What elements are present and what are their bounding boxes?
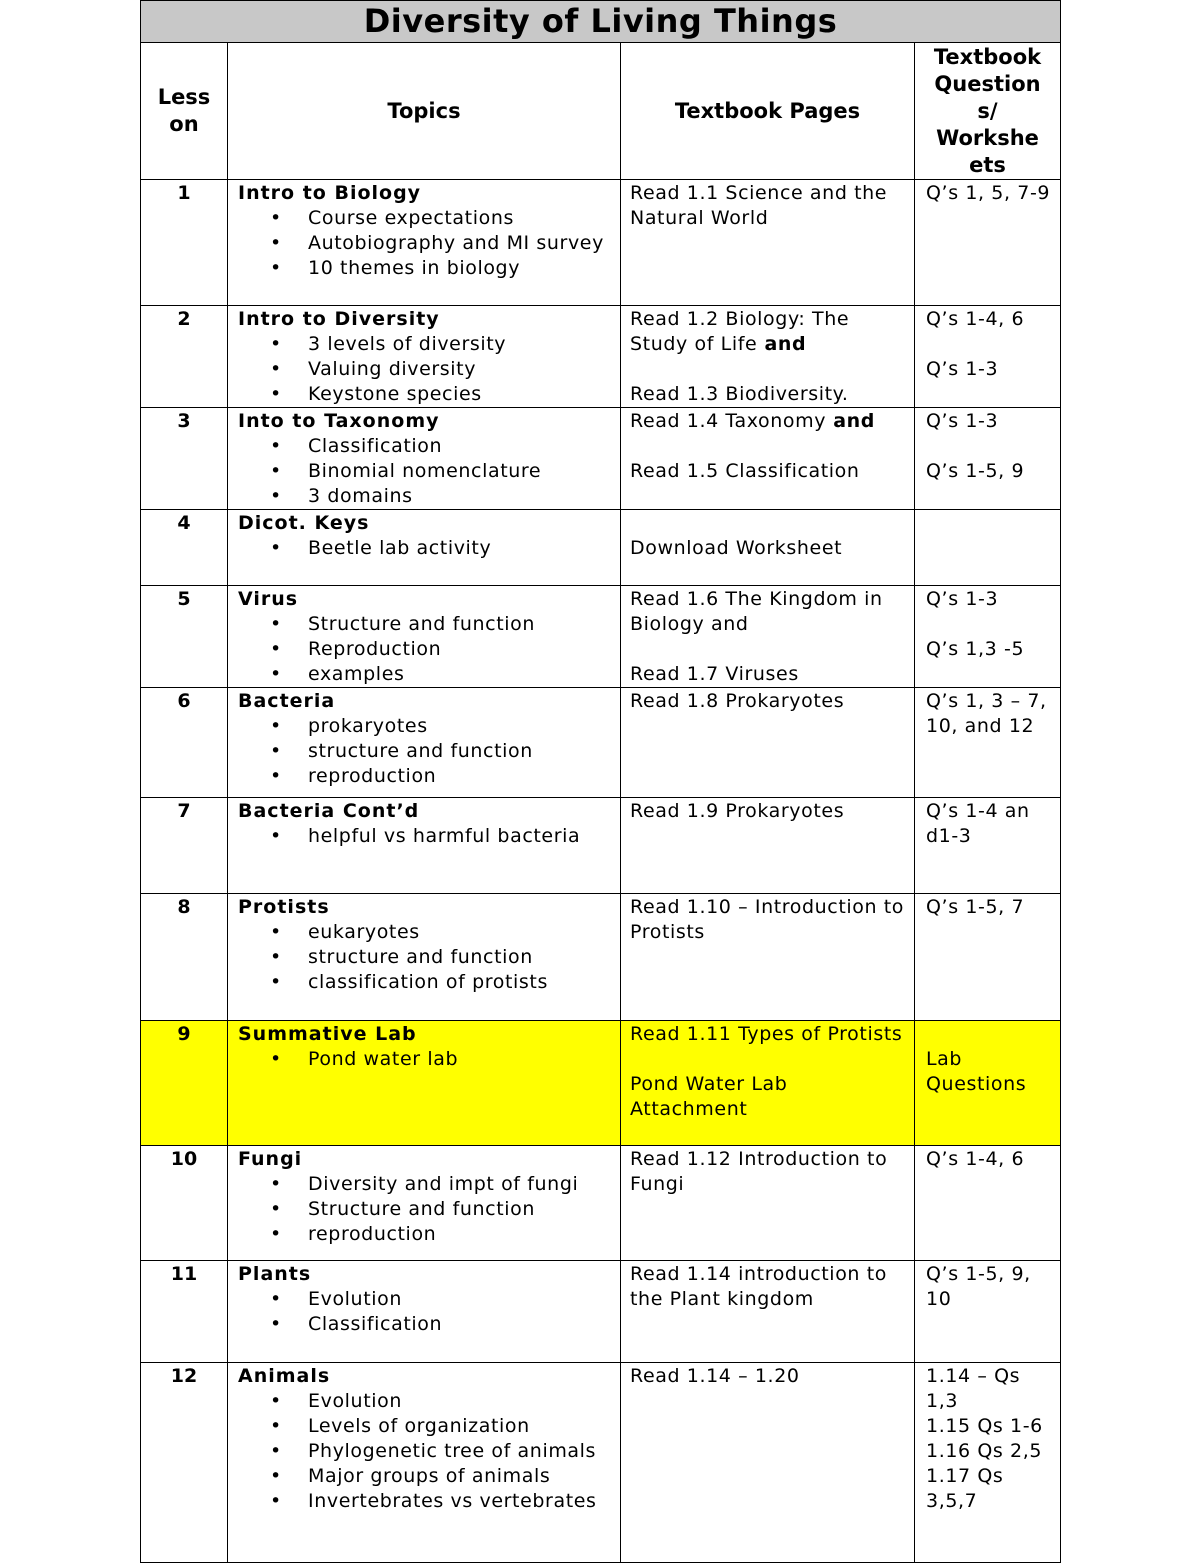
pages-cell <box>621 798 915 894</box>
bullet-item: • reproduction <box>238 1222 620 1247</box>
bullet-item: • Major groups of animals <box>238 1464 620 1489</box>
topic-bullets <box>238 1172 620 1247</box>
lesson-number: 9 <box>141 1021 228 1146</box>
topic-title: Animals <box>238 1365 331 1387</box>
document-page <box>140 0 1060 1563</box>
lesson-number: 8 <box>141 894 228 1021</box>
page-line: Read 1.3 Biodiversity. <box>630 383 849 405</box>
pages-cell <box>621 894 915 1021</box>
pages-cell <box>621 1363 915 1563</box>
page-line: Read 1.5 Classification <box>630 460 860 482</box>
bullet-item: • eukaryotes <box>238 920 620 945</box>
questions-cell <box>915 688 1061 798</box>
lesson-number: 3 <box>141 408 228 510</box>
bullet-item: • Structure and function <box>238 1197 620 1222</box>
bullet-item: • Evolution <box>238 1389 620 1414</box>
table-row <box>141 688 1061 798</box>
pages-cell <box>621 1021 915 1146</box>
topic-cell <box>228 586 621 688</box>
topic-bullets <box>238 1287 620 1337</box>
topic-title: Fungi <box>238 1148 303 1170</box>
topic-bullets <box>238 536 620 561</box>
spacer <box>630 511 906 536</box>
question-line: Q’s 1-3 <box>926 588 999 610</box>
pages-cell <box>621 510 915 586</box>
lesson-table <box>140 0 1061 1563</box>
topic-bullets <box>238 1389 620 1514</box>
topic-cell <box>228 1363 621 1563</box>
pages-cell <box>621 1261 915 1363</box>
header-topics: Topics <box>228 43 621 180</box>
spacer <box>926 434 1052 459</box>
page-line: Read 1.6 The Kingdom in Biology and <box>630 588 890 635</box>
lesson-number: 2 <box>141 306 228 408</box>
bullet-item: • Valuing diversity <box>238 357 620 382</box>
pages-cell <box>621 408 915 510</box>
table-row <box>141 180 1061 306</box>
topic-bullets <box>238 332 620 407</box>
bullet-item: • Keystone species <box>238 382 620 407</box>
page-line: Read 1.8 Prokaryotes <box>630 690 845 712</box>
question-line: Q’s 1-5, 7 <box>926 896 1025 918</box>
table-row <box>141 1261 1061 1363</box>
spacer <box>630 637 906 662</box>
header-questions: Textbook Question s/ Workshe ets <box>915 43 1061 180</box>
bullet-item: • Course expectations <box>238 206 620 231</box>
lesson-number: 4 <box>141 510 228 586</box>
topic-bullets <box>238 920 620 995</box>
page-line: Download Worksheet <box>630 537 843 559</box>
bullet-item: • classification of protists <box>238 970 620 995</box>
bullet-item: • Evolution <box>238 1287 620 1312</box>
page-line: Read 1.10 – Introduction to Protists <box>630 896 911 943</box>
lesson-number: 5 <box>141 586 228 688</box>
pages-cell <box>621 306 915 408</box>
header-pages: Textbook Pages <box>621 43 915 180</box>
bullet-item: • Beetle lab activity <box>238 536 620 561</box>
topic-bullets <box>238 714 620 789</box>
topic-title: Intro to Biology <box>238 182 422 204</box>
questions-cell <box>915 1363 1061 1563</box>
bullet-item: • Invertebrates vs vertebrates <box>238 1489 620 1514</box>
questions-cell <box>915 894 1061 1021</box>
question-line: Q’s 1, 5, 7-9 <box>926 182 1051 204</box>
questions-cell <box>915 1261 1061 1363</box>
question-line: 1.15 Qs 1-6 <box>926 1415 1043 1437</box>
page-line: Read 1.14 – 1.20 <box>630 1365 800 1387</box>
question-line: Q’s 1-5, 9, 10 <box>926 1263 1038 1310</box>
question-line: Q’s 1,3 -5 <box>926 638 1025 660</box>
table-row <box>141 1363 1061 1563</box>
lesson-number: 1 <box>141 180 228 306</box>
topic-cell <box>228 1146 621 1261</box>
page-line: Read 1.1 Science and the Natural World <box>630 182 894 229</box>
topic-cell <box>228 510 621 586</box>
topic-bullets <box>238 824 620 849</box>
table-row <box>141 894 1061 1021</box>
page-line: Read 1.4 Taxonomy and <box>630 410 876 432</box>
topic-cell <box>228 408 621 510</box>
topic-cell <box>228 894 621 1021</box>
lesson-number: 11 <box>141 1261 228 1363</box>
question-line: 1.14 – Qs 1,3 <box>926 1365 1027 1412</box>
spacer <box>926 332 1052 357</box>
bullet-item: • examples <box>238 662 620 687</box>
question-line: Q’s 1-4, 6 <box>926 308 1025 330</box>
question-line: Q’s 1-5, 9 <box>926 460 1025 482</box>
bullet-item: • helpful vs harmful bacteria <box>238 824 620 849</box>
spacer <box>630 434 906 459</box>
question-line: Lab Questions <box>926 1048 1027 1095</box>
questions-cell <box>915 1146 1061 1261</box>
lesson-number: 7 <box>141 798 228 894</box>
lesson-number: 10 <box>141 1146 228 1261</box>
topic-cell <box>228 798 621 894</box>
spacer <box>630 1047 906 1072</box>
pages-cell <box>621 180 915 306</box>
questions-cell <box>915 306 1061 408</box>
bullet-item: • 3 domains <box>238 484 620 509</box>
lesson-number: 12 <box>141 1363 228 1563</box>
topic-bullets <box>238 612 620 687</box>
bullet-item: • Classification <box>238 1312 620 1337</box>
bullet-item: • 10 themes in biology <box>238 256 620 281</box>
bullet-item: • Autobiography and MI survey <box>238 231 620 256</box>
bullet-item: • structure and function <box>238 945 620 970</box>
lesson-rows <box>141 180 1061 1563</box>
page-line: Read 1.12 Introduction to Fungi <box>630 1148 894 1195</box>
topic-bullets <box>238 1047 620 1072</box>
topic-title: Summative Lab <box>238 1023 417 1045</box>
bullet-item: • Reproduction <box>238 637 620 662</box>
table-row <box>141 1146 1061 1261</box>
header-lesson: Less on <box>141 43 228 180</box>
spacer <box>926 612 1052 637</box>
bullet-item: • Structure and function <box>238 612 620 637</box>
header-row <box>141 43 1061 180</box>
spacer <box>926 1022 1052 1047</box>
questions-cell <box>915 798 1061 894</box>
topic-cell <box>228 1021 621 1146</box>
question-line: Q’s 1, 3 – 7, 10, and 12 <box>926 690 1054 737</box>
questions-cell <box>915 180 1061 306</box>
pages-cell <box>621 586 915 688</box>
page-line: Read 1.2 Biology: The Study of Life and <box>630 308 856 355</box>
document-title: Diversity of Living Things <box>141 1 1061 43</box>
bullet-item: • Classification <box>238 434 620 459</box>
table-row <box>141 586 1061 688</box>
bullet-item: • Phylogenetic tree of animals <box>238 1439 620 1464</box>
topic-cell <box>228 688 621 798</box>
bullet-item: • Binomial nomenclature <box>238 459 620 484</box>
table-row <box>141 1021 1061 1146</box>
topic-title: Protists <box>238 896 330 918</box>
page-line: Pond Water Lab Attachment <box>630 1073 795 1120</box>
topic-bullets <box>238 206 620 281</box>
bullet-item: • reproduction <box>238 764 620 789</box>
pages-cell <box>621 1146 915 1261</box>
topic-title: Into to Taxonomy <box>238 410 440 432</box>
questions-cell <box>915 1021 1061 1146</box>
table-row <box>141 510 1061 586</box>
bullet-item: • prokaryotes <box>238 714 620 739</box>
bullet-item: • Levels of organization <box>238 1414 620 1439</box>
question-line: Q’s 1-3 <box>926 410 999 432</box>
topic-title: Virus <box>238 588 299 610</box>
page-line: Read 1.11 Types of Protists <box>630 1023 903 1045</box>
question-line: Q’s 1-3 <box>926 358 999 380</box>
topic-title: Plants <box>238 1263 312 1285</box>
question-line: 1.17 Qs 3,5,7 <box>926 1465 1011 1512</box>
topic-title: Intro to Diversity <box>238 308 440 330</box>
page-line: Read 1.9 Prokaryotes <box>630 800 845 822</box>
topic-title: Bacteria <box>238 690 336 712</box>
bullet-item: • Pond water lab <box>238 1047 620 1072</box>
spacer <box>630 357 906 382</box>
table-row <box>141 408 1061 510</box>
question-line: 1.16 Qs 2,5 <box>926 1440 1043 1462</box>
question-line: Q’s 1-4 an d1-3 <box>926 800 1037 847</box>
topic-title: Dicot. Keys <box>238 512 370 534</box>
table-row <box>141 306 1061 408</box>
table-row <box>141 798 1061 894</box>
topic-cell <box>228 180 621 306</box>
lesson-number: 6 <box>141 688 228 798</box>
questions-cell <box>915 408 1061 510</box>
questions-cell <box>915 586 1061 688</box>
page-connector: and <box>826 410 876 432</box>
topic-bullets <box>238 434 620 509</box>
bullet-item: • structure and function <box>238 739 620 764</box>
topic-cell <box>228 1261 621 1363</box>
page-line: Read 1.7 Viruses <box>630 663 799 685</box>
questions-cell <box>915 510 1061 586</box>
topic-title: Bacteria Cont’d <box>238 800 420 822</box>
page-line: Read 1.14 introduction to the Plant kingdom <box>630 1263 894 1310</box>
bullet-item: • Diversity and impt of fungi <box>238 1172 620 1197</box>
topic-cell <box>228 306 621 408</box>
page-connector: and <box>757 333 807 355</box>
question-line: Q’s 1-4, 6 <box>926 1148 1025 1170</box>
bullet-item: • 3 levels of diversity <box>238 332 620 357</box>
pages-cell <box>621 688 915 798</box>
